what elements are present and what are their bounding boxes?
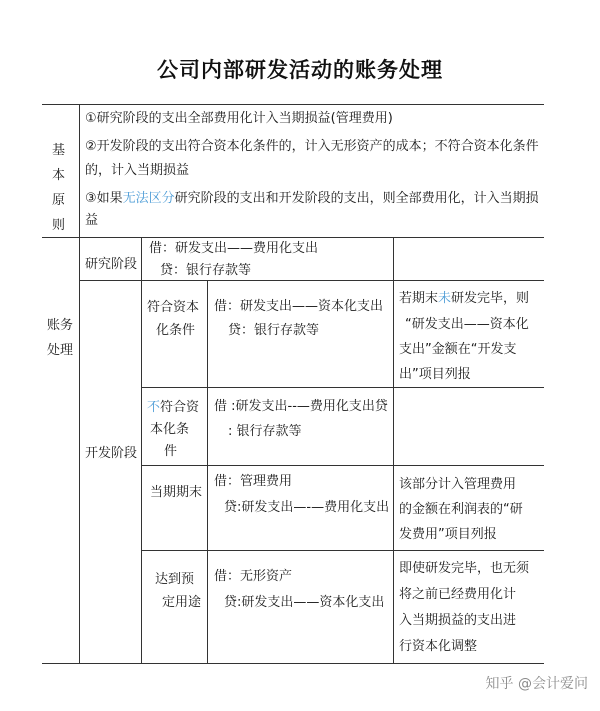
table-bottom-border — [42, 663, 544, 664]
accounting-header: 处理 — [47, 343, 74, 358]
principle-3-highlight: 无法区分 — [122, 191, 175, 206]
accounting-header: 账务 — [47, 318, 74, 333]
principle-3-rest: 研究阶段的支出和开发阶段的支出，则全部费用化，计入当期损 — [174, 191, 539, 206]
condition-capitalizable: 化条件 — [156, 323, 196, 338]
note-highlight: 未 — [438, 291, 452, 306]
development-stage-label: 开发阶段 — [85, 446, 138, 461]
capitalizable-note: “研发支出——资本化 — [405, 317, 529, 332]
stage-column-divider — [141, 237, 142, 663]
principle-3-line-1 — [85, 188, 539, 210]
header-column-divider — [79, 104, 80, 663]
ready-for-use-note: 将之前已经费用化计 — [399, 587, 517, 602]
condition-not-capitalizable: 不符合资 — [147, 400, 200, 415]
research-entry-debit: 借：研发支出——费用化支出 — [149, 241, 319, 256]
ready-for-use-note: 即使研发完毕，也无须 — [399, 561, 530, 576]
ready-for-use-note: 入当期损益的支出进 — [399, 613, 517, 628]
condition-not-capitalizable: 件 — [164, 444, 178, 459]
not-capitalizable-entry-debit: 借 :研发支出--—费用化支出贷 — [214, 399, 388, 414]
capitalizable-note: 支出”金额在“开发支 — [399, 342, 517, 357]
basic-principles-char: 本 — [52, 168, 66, 183]
basic-principles-char: 基 — [52, 143, 66, 158]
condition-not-highlight: 不 — [147, 400, 161, 415]
condition-capitalizable: 符合资本 — [147, 300, 200, 315]
end-of-period-entry-debit: 借：管理费用 — [214, 474, 293, 489]
basic-principles-char: 原 — [52, 193, 66, 208]
capitalizable-note: 若期末未研发完毕，则 — [399, 291, 530, 306]
dev-row-divider-1 — [141, 387, 544, 388]
dev-row-divider-3 — [141, 550, 544, 551]
capitalizable-entry-credit: 贷：银行存款等 — [228, 323, 320, 338]
end-of-period-note: 的金额在利润表的“研 — [399, 502, 523, 517]
principle-2-line-2: 的，计入当期损益 — [85, 163, 190, 178]
condition-ready-for-use: 定用途 — [162, 595, 202, 610]
ready-for-use-entry-debit: 借：无形资产 — [214, 569, 293, 584]
condition-ready-for-use: 达到预 — [155, 572, 195, 587]
basic-principles-char: 则 — [52, 218, 66, 233]
principle-3-prefix: ③如果 — [85, 191, 123, 206]
research-divider — [79, 280, 544, 281]
watermark: 知乎 @会计爱问 — [485, 676, 588, 692]
end-of-period-entry-credit: 贷:研发支出—-—费用化支出 — [224, 500, 390, 515]
not-capitalizable-entry-credit: : 银行存款等 — [228, 424, 302, 439]
page-title: 公司内部研发活动的账务处理 — [157, 58, 443, 82]
dev-row-divider-2 — [141, 465, 544, 466]
condition-end-of-period: 当期期末 — [150, 485, 203, 500]
condition-column-divider — [207, 280, 208, 663]
capitalizable-note: 出”项目列报 — [399, 367, 471, 382]
entry-column-divider — [393, 237, 394, 663]
capitalizable-entry-debit: 借：研发支出——资本化支出 — [214, 299, 384, 314]
principle-3-line-2: 益 — [85, 213, 99, 228]
ready-for-use-entry-credit: 贷:研发支出——资本化支出 — [224, 595, 385, 610]
ready-for-use-note: 行资本化调整 — [399, 639, 478, 654]
principle-2-line-1: ②开发阶段的支出符合资本化条件的，计入无形资产的成本；不符合资本化条件 — [85, 139, 539, 154]
condition-not-capitalizable: 本化条 — [150, 422, 190, 437]
research-entry-credit: 贷：银行存款等 — [160, 263, 252, 278]
end-of-period-note: 该部分计入管理费用 — [399, 477, 517, 492]
principle-1: ①研究阶段的支出全部费用化计入当期损益(管理费用) — [85, 111, 393, 126]
end-of-period-note: 发费用”项目列报 — [399, 527, 497, 542]
table-top-border — [42, 104, 544, 105]
research-stage-label: 研究阶段 — [85, 257, 138, 272]
